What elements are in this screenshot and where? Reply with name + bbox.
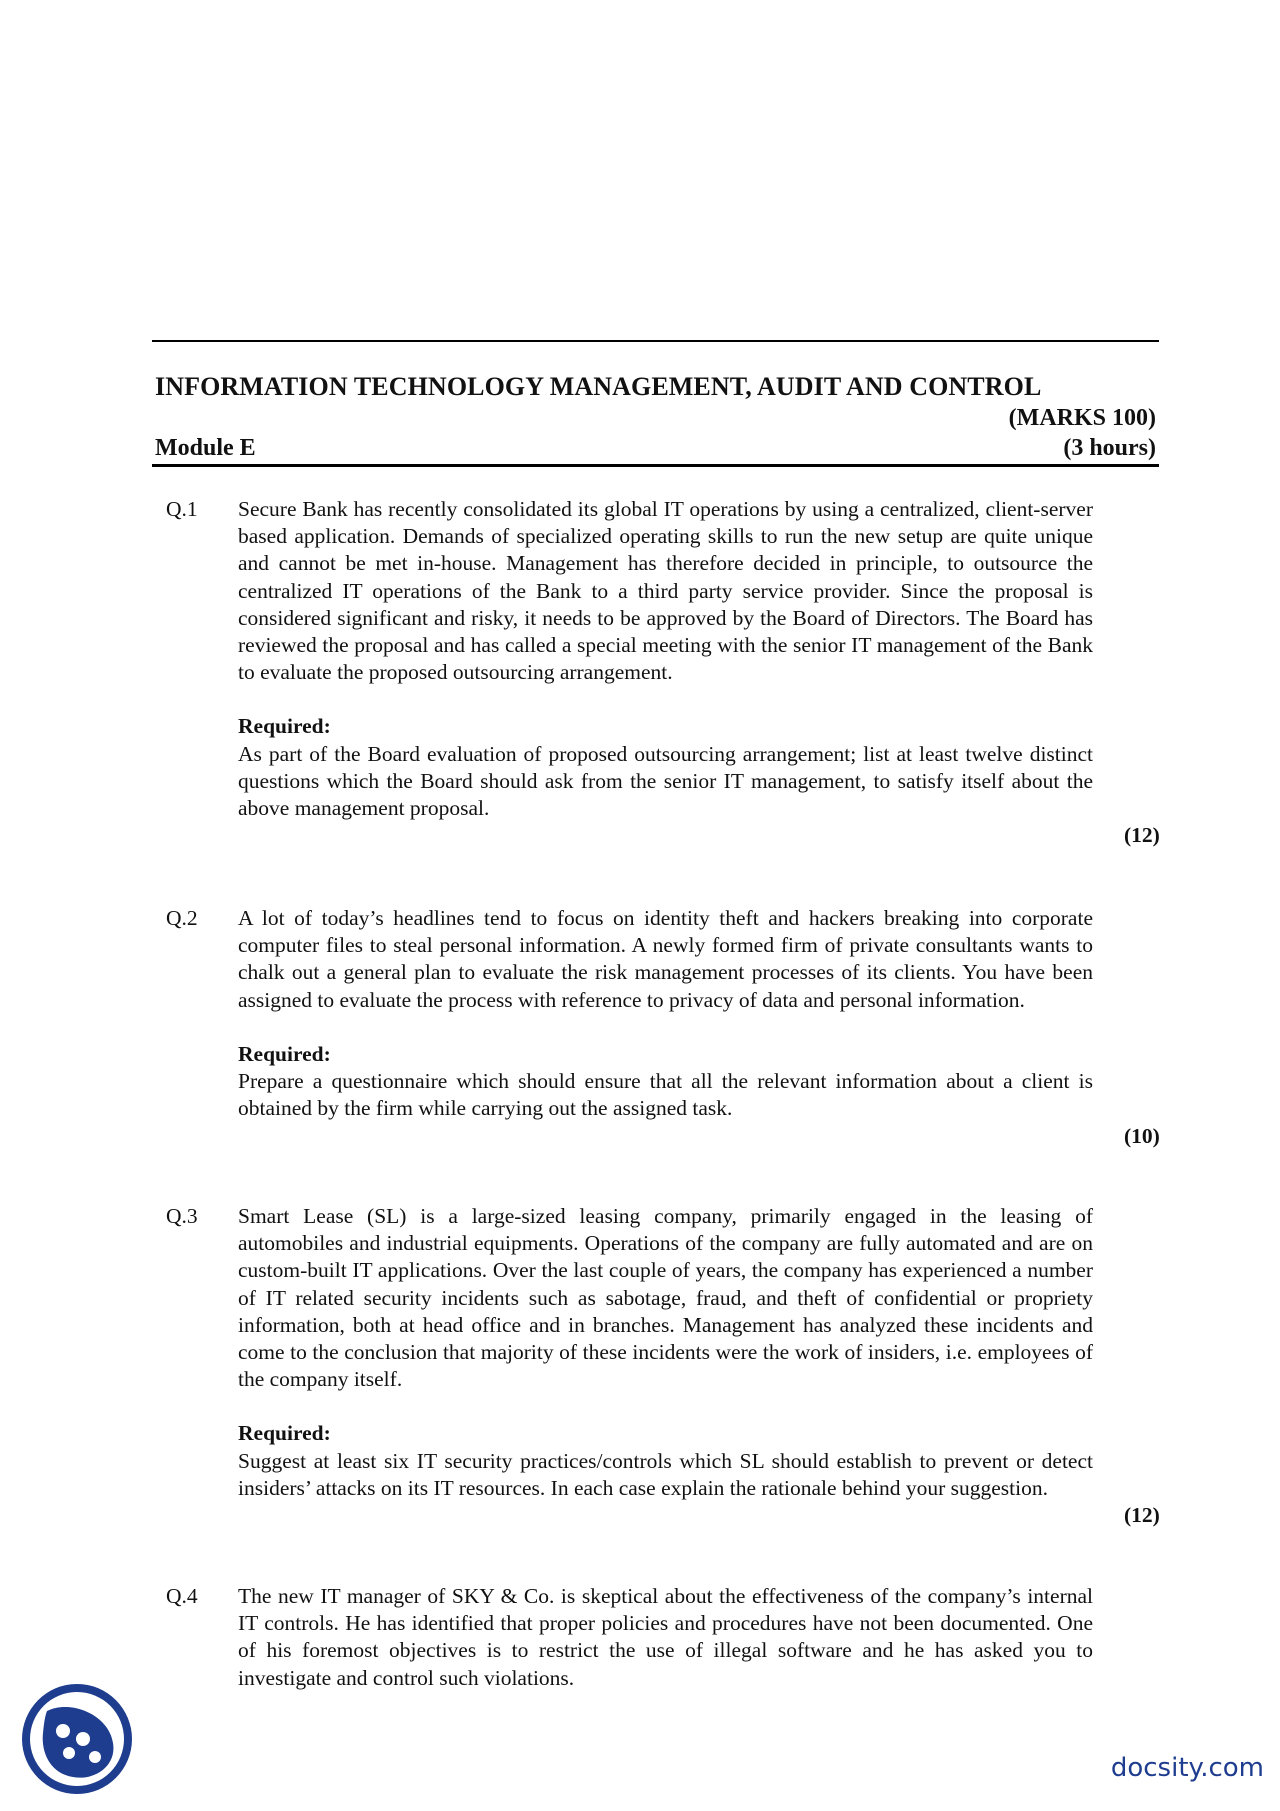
- question-body: [238, 496, 1093, 822]
- required-text: Suggest at least six IT security practices/controls which SL should establish to prevent or detect insiders’ attacks on its IT resources. In each case explain the rationale behind your suggestion.: [238, 1448, 1093, 1500]
- top-rule: [152, 340, 1159, 342]
- paper-title: INFORMATION TECHNOLOGY MANAGEMENT, AUDIT AND CONTROL: [155, 372, 1042, 401]
- question-text: The new IT manager of SKY & Co. is skeptical about the effectiveness of the company’s internal IT controls. He has identified that proper policies and procedures have not been documented. One of his foremost objectives is to restrict the use of illegal software and he has asked you to investigate and control such violations.: [238, 1584, 1093, 1690]
- required-label: Required:: [238, 1421, 331, 1446]
- question-body: [238, 1203, 1093, 1502]
- duration: (3 hours): [1063, 435, 1156, 461]
- question-marks: (12): [1124, 823, 1160, 847]
- brand-link[interactable]: docsity.com: [1110, 1753, 1264, 1783]
- question-number: Q.4: [166, 1584, 198, 1608]
- total-marks: (MARKS 100): [1008, 405, 1156, 431]
- question-number: Q.3: [166, 1204, 198, 1228]
- question-number: Q.1: [166, 497, 198, 521]
- question-body: [238, 1583, 1093, 1692]
- required-text: As part of the Board evaluation of proposed outsourcing arrangement; list at least twelve distinct questions which the Board should ask from the senior IT management, to satisfy itself about the above management proposal.: [238, 741, 1093, 821]
- question-marks: (10): [1124, 1124, 1160, 1148]
- question-body: [238, 905, 1093, 1122]
- module-label: Module E: [155, 435, 256, 461]
- required-label: Required:: [238, 1041, 331, 1066]
- required-text: Prepare a questionnaire which should ensure that all the relevant information about a client is obtained by the firm while carrying out the assigned task.: [238, 1069, 1093, 1121]
- header-rule: [152, 464, 1159, 467]
- question-text: A lot of today’s headlines tend to focus on identity theft and hackers breaking into corporate computer files to steal personal information. A newly formed firm of private consultants wants to chalk out a general plan to evaluate the risk management processes of its clients. You have been assigned to evaluate the process with reference to privacy of data and personal information.: [238, 906, 1093, 1012]
- question-text: Smart Lease (SL) is a large-sized leasing company, primarily engaged in the leasing of automobiles and industrial equipments. Operations of the company are fully automated and are on custom-built IT applications. Over the last couple of years, the company has experienced a number of IT related security incidents such as sabotage, fraud, and theft of confidential or propriety information, both at head office and in branches. Management has analyzed these incidents and come to the conclusion that majority of these incidents were the work of insiders, i.e. employees of the company itself.: [238, 1204, 1093, 1392]
- question-text: Secure Bank has recently consolidated its global IT operations by using a centralized, client-server based application. Demands of specialized operating skills to run the new setup are quite unique and cannot be met in-house. Management has therefore decided in principle, to outsource the centralized IT operations of the Bank to a third party service provider. Since the proposal is considered significant and risky, it needs to be approved by the Board of Directors. The Board has reviewed the proposal and has called a special meeting with the senior IT management of the Bank to evaluate the proposed outsourcing arrangement.: [238, 497, 1093, 685]
- question-number: Q.2: [166, 906, 198, 930]
- required-label: Required:: [238, 714, 331, 739]
- docsity-logo-icon[interactable]: [19, 1681, 135, 1802]
- question-marks: (12): [1124, 1503, 1160, 1527]
